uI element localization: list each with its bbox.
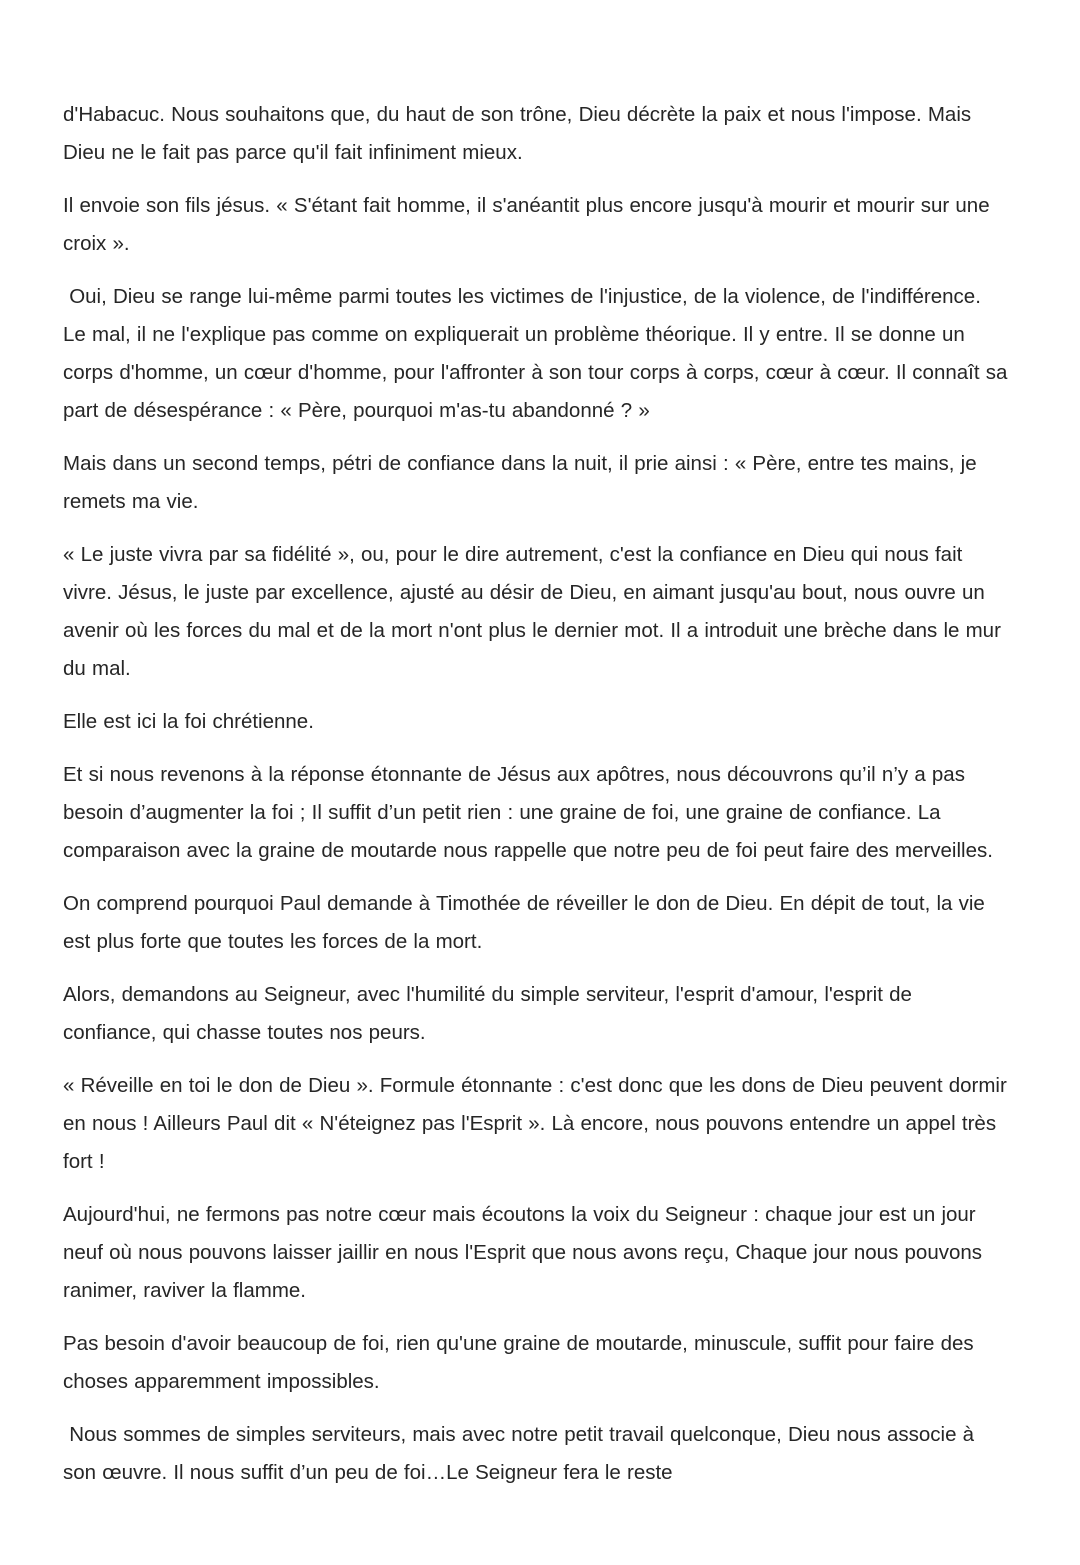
document-body [63, 96, 1014, 1492]
paragraph-il-envoie-son-fils: Il envoie son fils jésus. « S'étant fait homme, il s'anéantit plus encore jusqu'à mourir et mourir sur une croix ». [63, 194, 996, 255]
paragraph-foi-chretienne: Elle est ici la foi chrétienne. [63, 710, 314, 733]
paragraph-demandons-seigneur: Alors, demandons au Seigneur, avec l'humilité du simple serviteur, l'esprit d'amour, l'esprit de confiance, qui chasse toutes nos peurs. [63, 983, 919, 1044]
paragraph-mais-second-temps: Mais dans un second temps, pétri de confiance dans la nuit, il prie ainsi : « Père, entre tes mains, je remets ma vie. [63, 452, 983, 513]
paragraph-aujourdhui-coeur: Aujourd'hui, ne fermons pas notre cœur mais écoutons la voix du Seigneur : chaque jour est un jour neuf où nous pouvons laisser jaillir en nous l'Esprit que nous avons reçu, Chaque jour nous pouvons ranimer, raviver la flamme. [63, 1203, 989, 1302]
paragraph-le-juste-vivra: « Le juste vivra par sa fidélité », ou, pour le dire autrement, c'est la confiance en Dieu qui nous fait vivre. Jésus, le juste par excellence, ajusté au désir de Dieu, en aimant jusqu'au bout, nous ouvre un avenir où les forces du mal et de la mort n'ont plus le dernier mot. Il a introduit une brèche dans le mur du mal. [63, 543, 1008, 680]
paragraph-paul-timothee: On comprend pourquoi Paul demande à Timothée de réveiller le don de Dieu. En dépit de tout, la vie est plus forte que toutes les forces de la mort. [63, 892, 992, 953]
paragraph-reveille-don-de-dieu: « Réveille en toi le don de Dieu ». Formule étonnante : c'est donc que les dons de Dieu peuvent dormir en nous ! Ailleurs Paul dit « N'éteignez pas l'Esprit ». Là encore, nous pouvons entendre un appel très fort ! [63, 1074, 1014, 1173]
paragraph-habacuc-intro: d'Habacuc. Nous souhaitons que, du haut de son trône, Dieu décrète la paix et nous l'impose. Mais Dieu ne le fait pas parce qu'il fait infiniment mieux. [63, 103, 978, 164]
paragraph-reponse-etonnante: Et si nous revenons à la réponse étonnante de Jésus aux apôtres, nous découvrons qu’il n’y a pas besoin d’augmenter la foi ; Il suffit d’un petit rien : une graine de foi, une graine de confiance. La comparaison avec la graine de moutarde nous rappelle que notre peu de foi peut faire des merveilles. [63, 763, 993, 862]
paragraph-oui-dieu-se-range: Oui, Dieu se range lui-même parmi toutes les victimes de l'injustice, de la violence, de l'indifférence. Le mal, il ne l'explique pas comme on expliquerait un problème théorique. Il y entre. Il se donne un corps d'homme, un cœur d'homme, pour l'affronter à son tour corps à corps, cœur à cœur. Il connaît sa part de désespérance : « Père, pourquoi m'as-tu abandonné ? » [63, 285, 1014, 422]
paragraph-simples-serviteurs: Nous sommes de simples serviteurs, mais avec notre petit travail quelconque, Dieu nous associe à son œuvre. Il nous suffit d’un peu de foi…Le Seigneur fera le reste [63, 1423, 981, 1484]
paragraph-graine-de-moutarde: Pas besoin d'avoir beaucoup de foi, rien qu'une graine de moutarde, minuscule, suffit pour faire des choses apparemment impossibles. [63, 1332, 980, 1393]
